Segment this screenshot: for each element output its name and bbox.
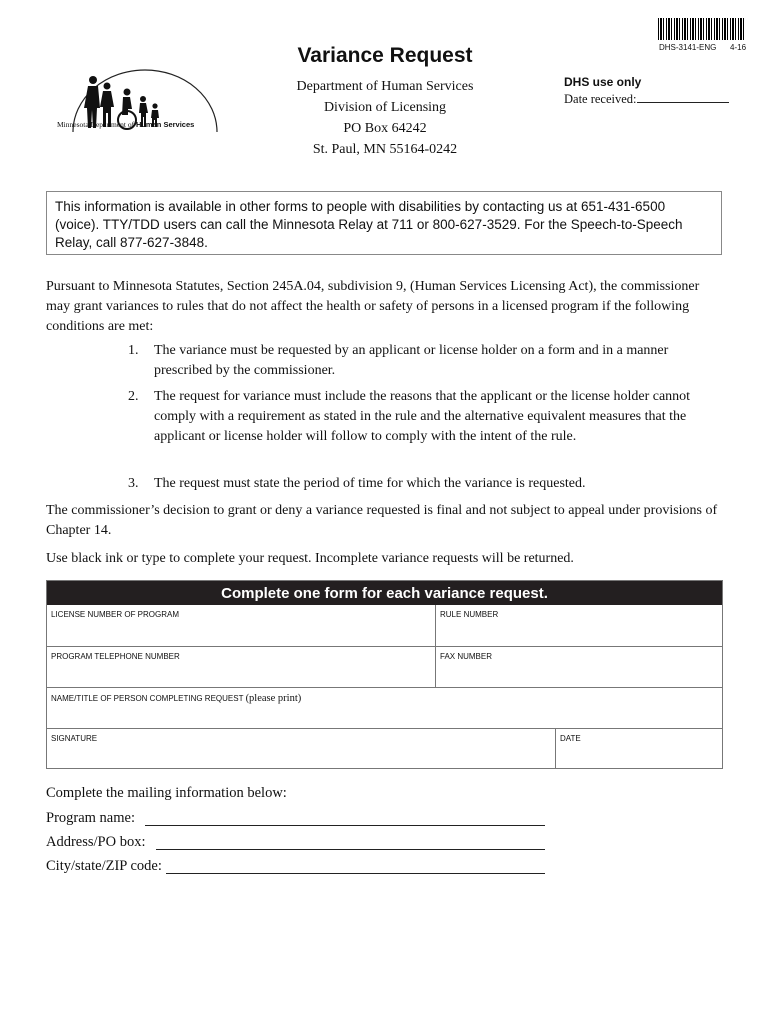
form-row: [47, 687, 722, 728]
address-line[interactable]: [156, 849, 545, 850]
barcode: [658, 18, 746, 40]
condition-list-item: 1. The variance must be requested by an applicant or license holder on a form and in a manner prescribed by the commissioner.: [128, 343, 669, 378]
condition-list-item: 2. The request for variance must include the reasons that the applicant or the license holder cannot comply with a requirement as stated in the rule and the alternative equivalent measures that the applicant or license holder will follow to comply with the intent of the rule.: [128, 389, 691, 444]
rule-number-field[interactable]: RULE NUMBER: [435, 605, 722, 646]
city-state-zip-line[interactable]: [166, 873, 545, 874]
condition-list-item: 3. The request must state the period of time for which the variance is requested.: [128, 476, 586, 491]
dhs-use-heading: DHS use only: [564, 75, 642, 89]
accessibility-notice: This information is available in other forms to people with disabilities by contacting us at 651-431-6500 (voice). TTY/TDD users can call the Minnesota Relay at 711 or 800-627-3529. For the Speech-to-Speech Relay, call 877-627-3848.: [46, 191, 722, 255]
form-row: [47, 605, 722, 646]
license-number-field[interactable]: LICENSE NUMBER OF PROGRAM: [51, 610, 180, 619]
decision-note: The commissioner’s decision to grant or deny a variance requested is final and not subject to appeal under provisions of Chapter 14.: [46, 503, 718, 538]
program-name-field[interactable]: Program name:: [46, 810, 135, 827]
form-revision: 4-16: [730, 43, 747, 52]
intro-paragraph: Pursuant to Minnesota Statutes, Section 245A.04, subdivision 9, (Human Services Licensing Act), the commissioner may grant variances to rules that do not affect the health or safety of persons in a licensed program if the following conditions are met:: [46, 279, 700, 334]
po-box: PO Box 64242: [343, 121, 427, 136]
program-name-line[interactable]: [145, 825, 545, 826]
form-row: [47, 646, 722, 687]
form-row: [47, 728, 722, 769]
form-heading: Complete one form for each variance request.: [47, 581, 722, 605]
agency-address: [240, 76, 530, 160]
city-state-zip: St. Paul, MN 55164-0242: [312, 142, 458, 157]
date-field[interactable]: DATE: [555, 729, 722, 769]
department-name: Department of Human Services: [296, 79, 474, 94]
logo-text: Minnesota Department of Human Services: [57, 120, 195, 129]
name-title-field[interactable]: NAME/TITLE OF PERSON COMPLETING REQUEST (please print): [51, 693, 302, 704]
mailing-heading: Complete the mailing information below:: [46, 785, 287, 801]
ink-note: Use black ink or type to complete your request. Incomplete variance requests will be returned.: [46, 551, 574, 566]
signature-field[interactable]: SIGNATURE: [51, 734, 98, 743]
telephone-field[interactable]: PROGRAM TELEPHONE NUMBER: [51, 652, 180, 661]
page-title: Variance Request: [297, 44, 473, 67]
division-name: Division of Licensing: [323, 100, 447, 115]
fax-field[interactable]: FAX NUMBER: [435, 647, 722, 687]
date-received: Date received:: [564, 90, 729, 107]
date-received-line: [637, 90, 729, 103]
city-state-zip-field[interactable]: City/state/ZIP code:: [46, 858, 162, 875]
request-form: [46, 580, 723, 769]
address-field[interactable]: Address/PO box:: [46, 834, 146, 851]
form-code: DHS-3141-ENG: [659, 43, 717, 52]
